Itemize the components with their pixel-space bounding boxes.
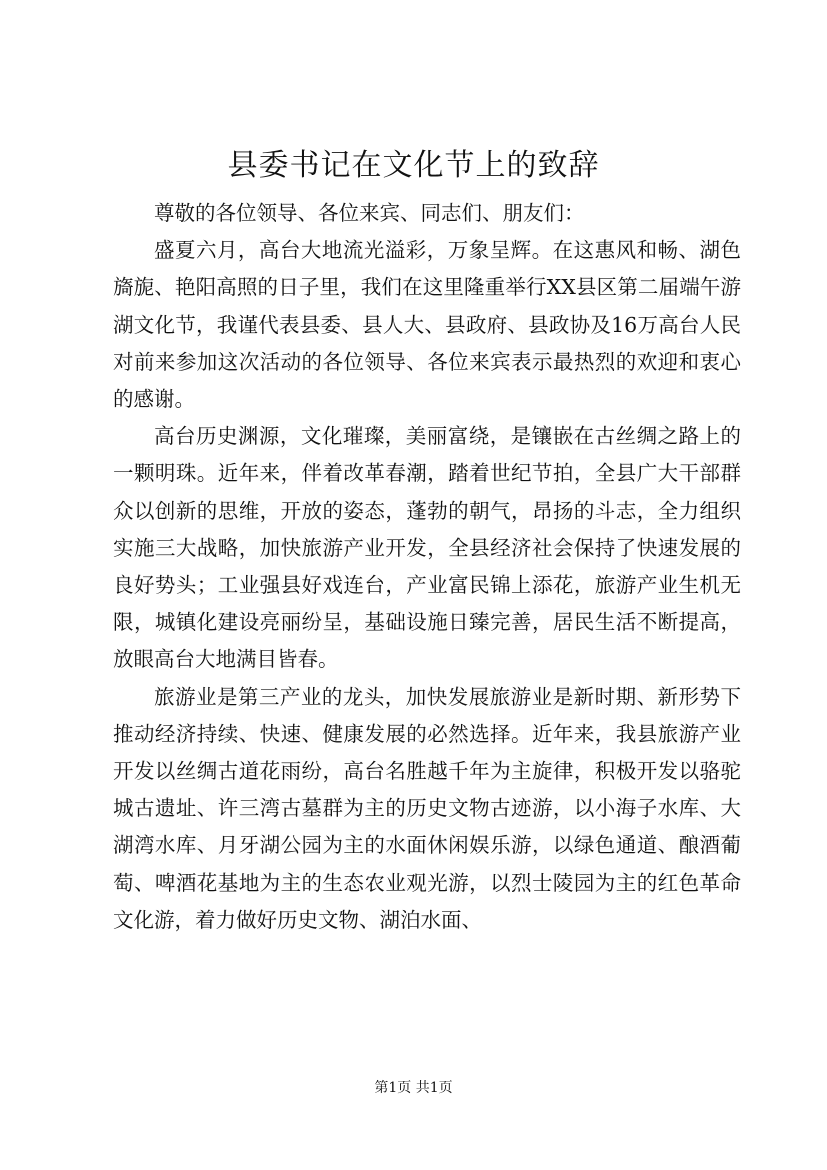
document-title: 县委书记在文化节上的致辞 xyxy=(227,148,600,183)
paragraph-history: 高台历史渊源，文化璀璨，美丽富绕，是镶嵌在古丝绸之路上的一颗明珠。近年来，伴着改革春潮，踏着世纪节拍，全县广大干部群众以创新的思维，开放的姿态，蓬勃的朝气，昂扬的斗志，全力组织实施三大战略，加快旅游产业开发，全县经济社会保持了快速发展的良好势头；工业强县好戏连台，产业富民锦上添花，旅游产业生机无限，城镇化建设亮丽纷呈，基础设施日臻完善，居民生活不断提高，放眼高台大地满目皆春。 xyxy=(113,424,741,672)
paragraph-salutation: 尊敬的各位领导、各位来宾、同志们、朋友们： xyxy=(154,201,585,225)
paragraph-opening: 盛夏六月，高台大地流光溢彩，万象呈辉。在这惠风和畅、湖色旖旎、艳阳高照的日子里，我们在这里隆重举行XX县区第二届端午游湖文化节，我谨代表县委、县人大、县政府、县政协及16万高台人民对前来参加这次活动的各位领导、各位来宾表示最热烈的欢迎和衷心的感谢。 xyxy=(113,238,741,412)
paragraph-tourism: 旅游业是第三产业的龙头，加快发展旅游业是新时期、新形势下推动经济持续、快速、健康发展的必然选择。近年来，我县旅游产业开发以丝绸古道花雨纷，高台名胜越千年为主旋律，积极开发以骆驼城古遗址、许三湾古墓群为主的历史文物古迹游，以小海子水库、大湖湾水库、月牙湖公园为主的水面休闲娱乐游，以绿色通道、酿酒葡萄、啤酒花基地为主的生态农业观光游，以烈士陵园为主的红色革命文化游，着力做好历史文物、湖泊水面、 xyxy=(113,684,741,932)
document-body xyxy=(113,195,741,939)
page-footer: 第1页 共1页 xyxy=(374,1080,453,1096)
